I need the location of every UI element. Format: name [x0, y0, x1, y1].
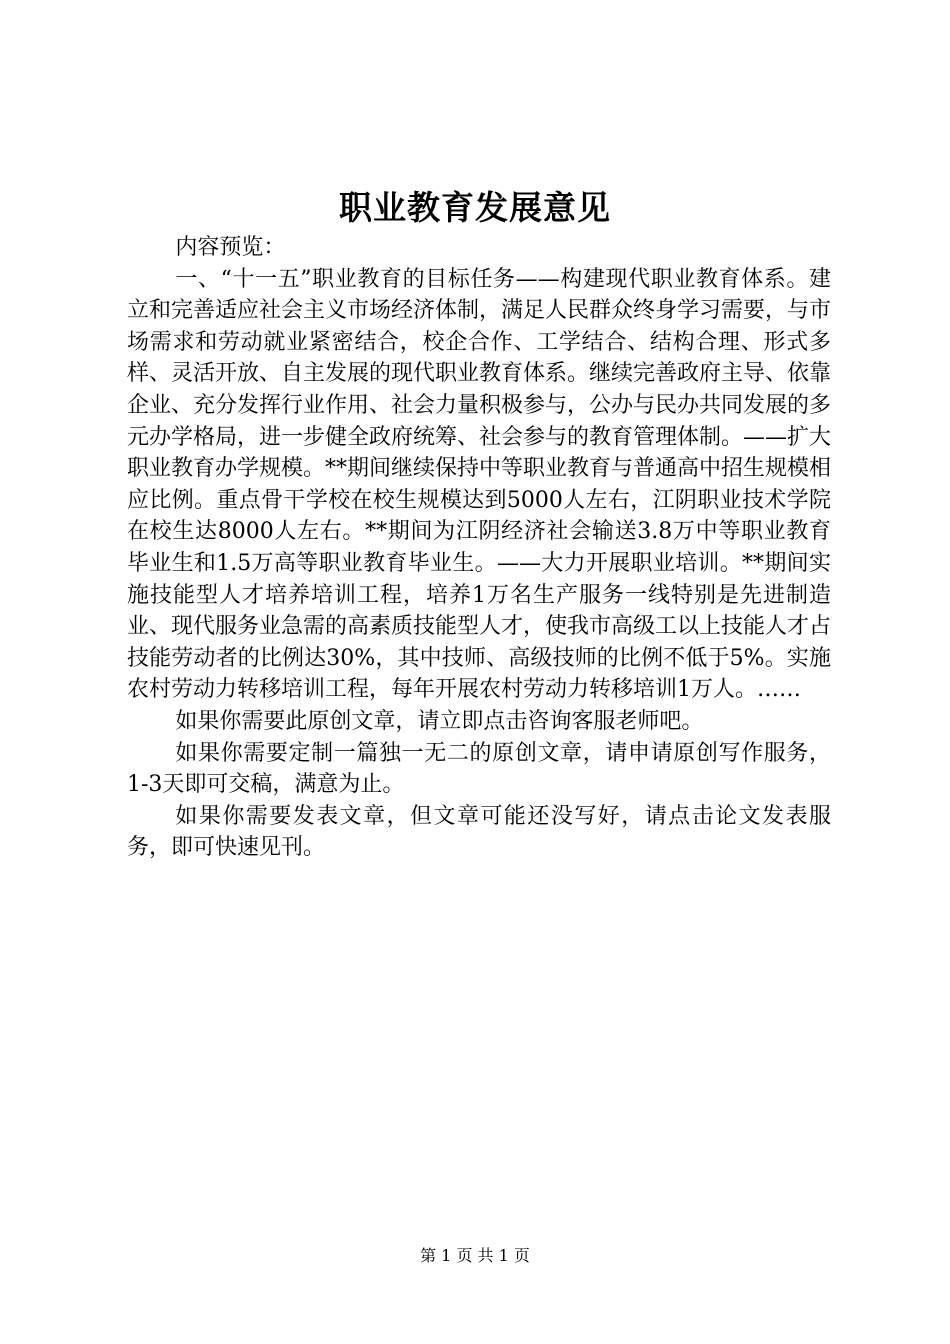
document-body [127, 232, 831, 864]
preview-paragraph: 一、“十一五”职业教育的目标任务——构建现代职业教育体系。建立和完善适应社会主义市场经济体制，满足人民群众终身学习需要，与市场需求和劳动就业紧密结合，校企合作、工学结合、结构合理、形式多样、灵活开放、自主发展的现代职业教育体系。继续完善政府主导、依靠企业、充分发挥行业作用、社会力量积极参与，公办与民办共同发展的多元办学格局，进一步健全政府统筹、社会参与的教育管理体制。——扩大职业教育办学规模。**期间继续保持中等职业教育与普通高中招生规模相应比例。重点骨干学校在校生规模达到5000人左右，江阴职业技术学院在校生达8000人左右。**期间为江阴经济社会输送3.8万中等职业教育毕业生和1.5万高等职业教育毕业生。——大力开展职业培训。**期间实施技能型人才培养培训工程，培养1万名生产服务一线特别是先进制造业、现代服务业急需的高素质技能型人才，使我市高级工以上技能人才占技能劳动者的比例达30%，其中技师、高级技师的比例不低于5%。实施农村劳动力转移培训工程，每年开展农村劳动力转移培训1万人。…… [127, 266, 832, 703]
publish-paragraph: 如果你需要发表文章，但文章可能还没写好，请点击论文发表服务，即可快速见刊。 [127, 803, 831, 861]
consult-paragraph: 如果你需要此原创文章，请立即点击咨询客服老师吧。 [175, 708, 704, 734]
custom-writing-paragraph: 如果你需要定制一篇独一无二的原创文章，请申请原创写作服务，1-3天即可交稿，满意为止。 [127, 740, 831, 798]
document-title: 职业教育发展意见 [339, 188, 611, 227]
page-number-footer: 第 1 页 共 1 页 [420, 1246, 530, 1265]
preview-label: 内容预览： [175, 235, 286, 260]
